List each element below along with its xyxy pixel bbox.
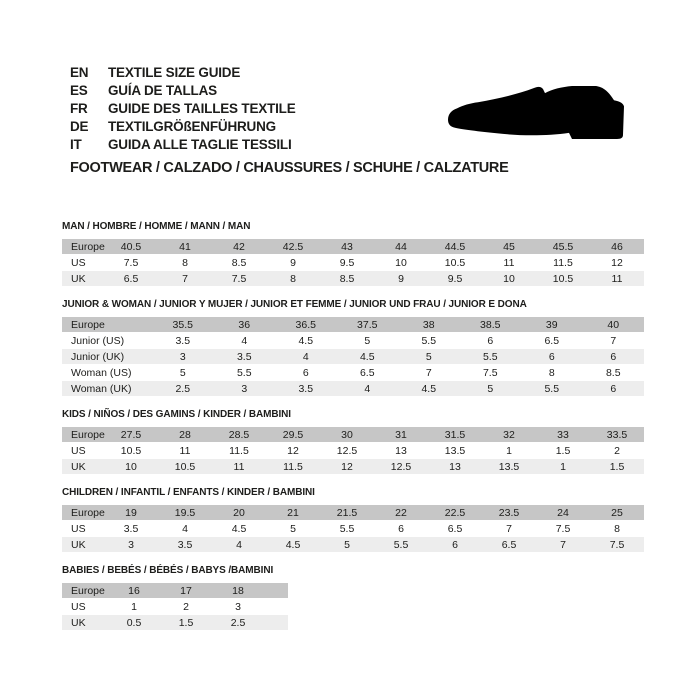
row-label: Europe: [71, 428, 105, 441]
row-label: US: [71, 522, 86, 535]
size-value: 25: [611, 506, 623, 519]
table-row-junior-woman-junior-us: [62, 333, 644, 349]
section-title-babies: BABIES / BEBÉS / BÉBÉS / BABYS /BAMBINI: [62, 565, 274, 576]
size-value: 3.5: [175, 334, 191, 347]
size-value: 4.5: [285, 538, 301, 551]
size-value: 10.5: [174, 460, 196, 473]
size-value: 31: [395, 428, 407, 441]
size-value: 7: [610, 334, 617, 347]
size-value: 8: [182, 256, 188, 269]
size-value: 4: [182, 522, 188, 535]
size-value: 10.5: [120, 444, 142, 457]
size-value: 28: [179, 428, 191, 441]
size-value: 11.5: [553, 256, 573, 269]
size-value: 43: [341, 240, 353, 253]
size-value: 8.5: [231, 256, 247, 269]
dress-shoe-icon: [448, 86, 625, 140]
size-value: 21: [287, 506, 299, 519]
size-value: 6.5: [123, 272, 139, 285]
size-value: 3: [241, 382, 248, 395]
size-value: 13.5: [444, 444, 466, 457]
size-value: 3: [235, 600, 241, 613]
size-value: 21.5: [336, 506, 358, 519]
row-label: UK: [71, 616, 86, 629]
size-value: 6: [398, 522, 404, 535]
size-value: 2: [614, 444, 620, 457]
size-value: 32: [503, 428, 515, 441]
size-value: 38: [422, 318, 435, 331]
size-value: 1: [506, 444, 512, 457]
row-label: Woman (US): [71, 366, 132, 379]
size-value: 12: [611, 256, 623, 269]
row-label: Europe: [71, 506, 105, 519]
size-value: 10: [125, 460, 137, 473]
row-label: UK: [71, 460, 86, 473]
size-table-kids: [62, 427, 644, 475]
size-table-man: [62, 239, 644, 287]
language-code: EN: [70, 65, 89, 80]
size-value: 7: [182, 272, 188, 285]
language-code: DE: [70, 119, 89, 134]
size-value: 16: [128, 584, 140, 597]
table-row-junior-woman-woman-us: [62, 365, 644, 381]
size-value: 1: [131, 600, 137, 613]
size-value: 39: [545, 318, 558, 331]
table-row-children-uk: [62, 537, 644, 553]
row-label: Junior (US): [71, 334, 125, 347]
table-row-babies-uk: [62, 615, 288, 631]
size-value: 40.5: [120, 240, 142, 253]
row-label: Europe: [71, 584, 105, 597]
size-value: 12.5: [390, 460, 412, 473]
table-row-kids-uk: [62, 459, 644, 475]
size-value: 33: [557, 428, 569, 441]
size-value: 4.5: [298, 334, 314, 347]
size-value: 3.5: [123, 522, 139, 535]
section-title-man: MAN / HOMBRE / HOMME / MANN / MAN: [62, 221, 251, 232]
size-value: 44: [395, 240, 407, 253]
language-code: FR: [70, 101, 88, 116]
size-value: 36: [238, 318, 251, 331]
size-value: 33.5: [606, 428, 628, 441]
size-value: 9.5: [447, 272, 463, 285]
category-title: FOOTWEAR / CALZADO / CHAUSSURES / SCHUHE / CALZATURE: [70, 160, 509, 176]
size-value: 6: [452, 538, 458, 551]
table-row-children-us: [62, 521, 644, 537]
size-value: 6: [302, 366, 309, 379]
row-label: Europe: [71, 240, 105, 253]
size-value: 6.5: [544, 334, 560, 347]
size-value: 42.5: [282, 240, 304, 253]
size-value: 5.5: [421, 334, 437, 347]
row-label: US: [71, 600, 86, 613]
row-label: UK: [71, 538, 86, 551]
size-value: 17: [180, 584, 192, 597]
table-row-junior-woman-europe: [62, 317, 644, 333]
size-value: 6.5: [501, 538, 517, 551]
size-value: 4.5: [359, 350, 375, 363]
size-section-junior-woman: [62, 299, 644, 397]
size-section-man: [62, 221, 644, 287]
size-value: 10.5: [444, 256, 466, 269]
size-value: 5.5: [236, 366, 252, 379]
size-value: 7: [425, 366, 432, 379]
size-value: 36.5: [295, 318, 316, 331]
size-value: 35.5: [172, 318, 193, 331]
size-value: 8: [614, 522, 620, 535]
size-value: 19.5: [174, 506, 196, 519]
size-value: 40: [607, 318, 620, 331]
size-value: 7.5: [231, 272, 247, 285]
size-value: 12: [341, 460, 353, 473]
size-value: 10.5: [552, 272, 574, 285]
table-row-man-europe: [62, 239, 644, 255]
size-value: 5.5: [544, 382, 560, 395]
language-code: ES: [70, 83, 88, 98]
size-value: 7.5: [482, 366, 498, 379]
size-value: 46: [611, 240, 623, 253]
size-value: 18: [232, 584, 244, 597]
size-value: 6: [610, 350, 617, 363]
size-value: 24: [557, 506, 569, 519]
size-value: 6: [548, 350, 555, 363]
size-value: 45.5: [552, 240, 574, 253]
size-value: 7: [560, 538, 566, 551]
size-value: 45: [503, 240, 515, 253]
size-value: 19: [125, 506, 137, 519]
size-value: 7: [506, 522, 512, 535]
size-value: 5.5: [482, 350, 498, 363]
size-value: 6.5: [447, 522, 463, 535]
size-value: 1.5: [178, 616, 194, 629]
size-value: 8.5: [339, 272, 355, 285]
size-value: 3: [128, 538, 134, 551]
size-value: 2: [183, 600, 189, 613]
size-value: 0.5: [126, 616, 142, 629]
size-value: 3.5: [298, 382, 314, 395]
size-value: 5: [425, 350, 432, 363]
size-value: 5: [179, 366, 186, 379]
size-value: 7.5: [609, 538, 625, 551]
size-value: 5.5: [339, 522, 355, 535]
size-value: 20: [233, 506, 245, 519]
row-label: Junior (UK): [71, 350, 125, 363]
language-label: TEXTILGRÖßENFÜHRUNG: [108, 119, 276, 134]
size-value: 9: [398, 272, 404, 285]
size-value: 10: [503, 272, 515, 285]
size-value: 12.5: [336, 444, 358, 457]
size-value: 11: [611, 272, 623, 285]
size-value: 11: [503, 256, 515, 269]
row-label: UK: [71, 272, 86, 285]
size-value: 5: [364, 334, 371, 347]
size-value: 13: [395, 444, 407, 457]
size-value: 29.5: [282, 428, 304, 441]
language-row-en: [70, 64, 644, 82]
section-title-children: CHILDREN / INFANTIL / ENFANTS / KINDER / BAMBINI: [62, 487, 315, 498]
language-label: TEXTILE SIZE GUIDE: [108, 65, 241, 80]
size-value: 4.5: [421, 382, 437, 395]
language-code: IT: [70, 137, 82, 152]
size-value: 8: [290, 272, 296, 285]
language-label: GUÍA DE TALLAS: [108, 83, 217, 98]
size-value: 3: [179, 350, 186, 363]
shoe-silhouette-path: [448, 86, 624, 139]
size-value: 42: [233, 240, 245, 253]
row-label: US: [71, 256, 86, 269]
size-value: 5: [344, 538, 350, 551]
table-row-junior-woman-junior-uk: [62, 349, 644, 365]
size-value: 11: [179, 444, 191, 457]
table-row-man-uk: [62, 271, 644, 287]
size-value: 6: [487, 334, 494, 347]
size-value: 9: [290, 256, 296, 269]
size-section-babies: [62, 565, 644, 631]
size-value: 37.5: [357, 318, 378, 331]
size-value: 4: [241, 334, 248, 347]
size-value: 6: [610, 382, 617, 395]
row-label: Woman (UK): [71, 382, 132, 395]
table-row-man-us: [62, 255, 644, 271]
size-value: 5.5: [393, 538, 409, 551]
size-value: 5: [487, 382, 494, 395]
row-label: Europe: [71, 318, 105, 331]
size-value: 1.5: [555, 444, 571, 457]
size-value: 27.5: [120, 428, 142, 441]
section-title-junior-woman: JUNIOR & WOMAN / JUNIOR Y MUJER / JUNIOR ET FEMME / JUNIOR UND FRAU / JUNIOR E DONA: [62, 299, 527, 310]
section-title-kids: KIDS / NIÑOS / DES GAMINS / KINDER / BAMBINI: [62, 409, 291, 420]
size-value: 22: [395, 506, 407, 519]
size-value: 30: [341, 428, 353, 441]
size-value: 4: [302, 350, 309, 363]
size-value: 6.5: [359, 366, 375, 379]
size-value: 7.5: [555, 522, 571, 535]
size-value: 31.5: [444, 428, 466, 441]
size-value: 13: [449, 460, 461, 473]
size-value: 13.5: [498, 460, 520, 473]
size-value: 9.5: [339, 256, 355, 269]
size-value: 2.5: [230, 616, 246, 629]
size-value: 28.5: [228, 428, 250, 441]
size-table-children: [62, 505, 644, 553]
size-value: 11.5: [229, 444, 249, 457]
size-section-kids: [62, 409, 644, 475]
size-value: 23.5: [498, 506, 520, 519]
table-row-babies-us: [62, 599, 288, 615]
table-row-kids-us: [62, 443, 644, 459]
size-value: 4: [236, 538, 242, 551]
size-value: 8.5: [605, 366, 621, 379]
table-row-junior-woman-woman-uk: [62, 381, 644, 397]
size-section-children: [62, 487, 644, 553]
size-value: 38.5: [480, 318, 501, 331]
size-value: 11: [233, 460, 245, 473]
size-value: 2.5: [175, 382, 191, 395]
size-value: 4.5: [231, 522, 247, 535]
table-row-babies-europe: [62, 583, 288, 599]
size-value: 22.5: [444, 506, 466, 519]
size-value: 8: [548, 366, 555, 379]
size-value: 1: [560, 460, 566, 473]
size-value: 44.5: [444, 240, 466, 253]
size-value: 3.5: [177, 538, 193, 551]
size-table-junior-woman: [62, 317, 644, 397]
size-value: 3.5: [236, 350, 252, 363]
table-row-kids-europe: [62, 427, 644, 443]
size-value: 11.5: [283, 460, 303, 473]
size-value: 41: [179, 240, 191, 253]
size-value: 5: [290, 522, 296, 535]
row-label: US: [71, 444, 86, 457]
size-value: 10: [395, 256, 407, 269]
size-value: 1.5: [609, 460, 625, 473]
table-row-children-europe: [62, 505, 644, 521]
size-tables: [62, 221, 644, 631]
size-value: 12: [287, 444, 299, 457]
size-value: 4: [364, 382, 371, 395]
language-label: GUIDA ALLE TAGLIE TESSILI: [108, 137, 292, 152]
language-label: GUIDE DES TAILLES TEXTILE: [108, 101, 296, 116]
size-table-babies: [62, 583, 288, 631]
size-value: 7.5: [123, 256, 139, 269]
